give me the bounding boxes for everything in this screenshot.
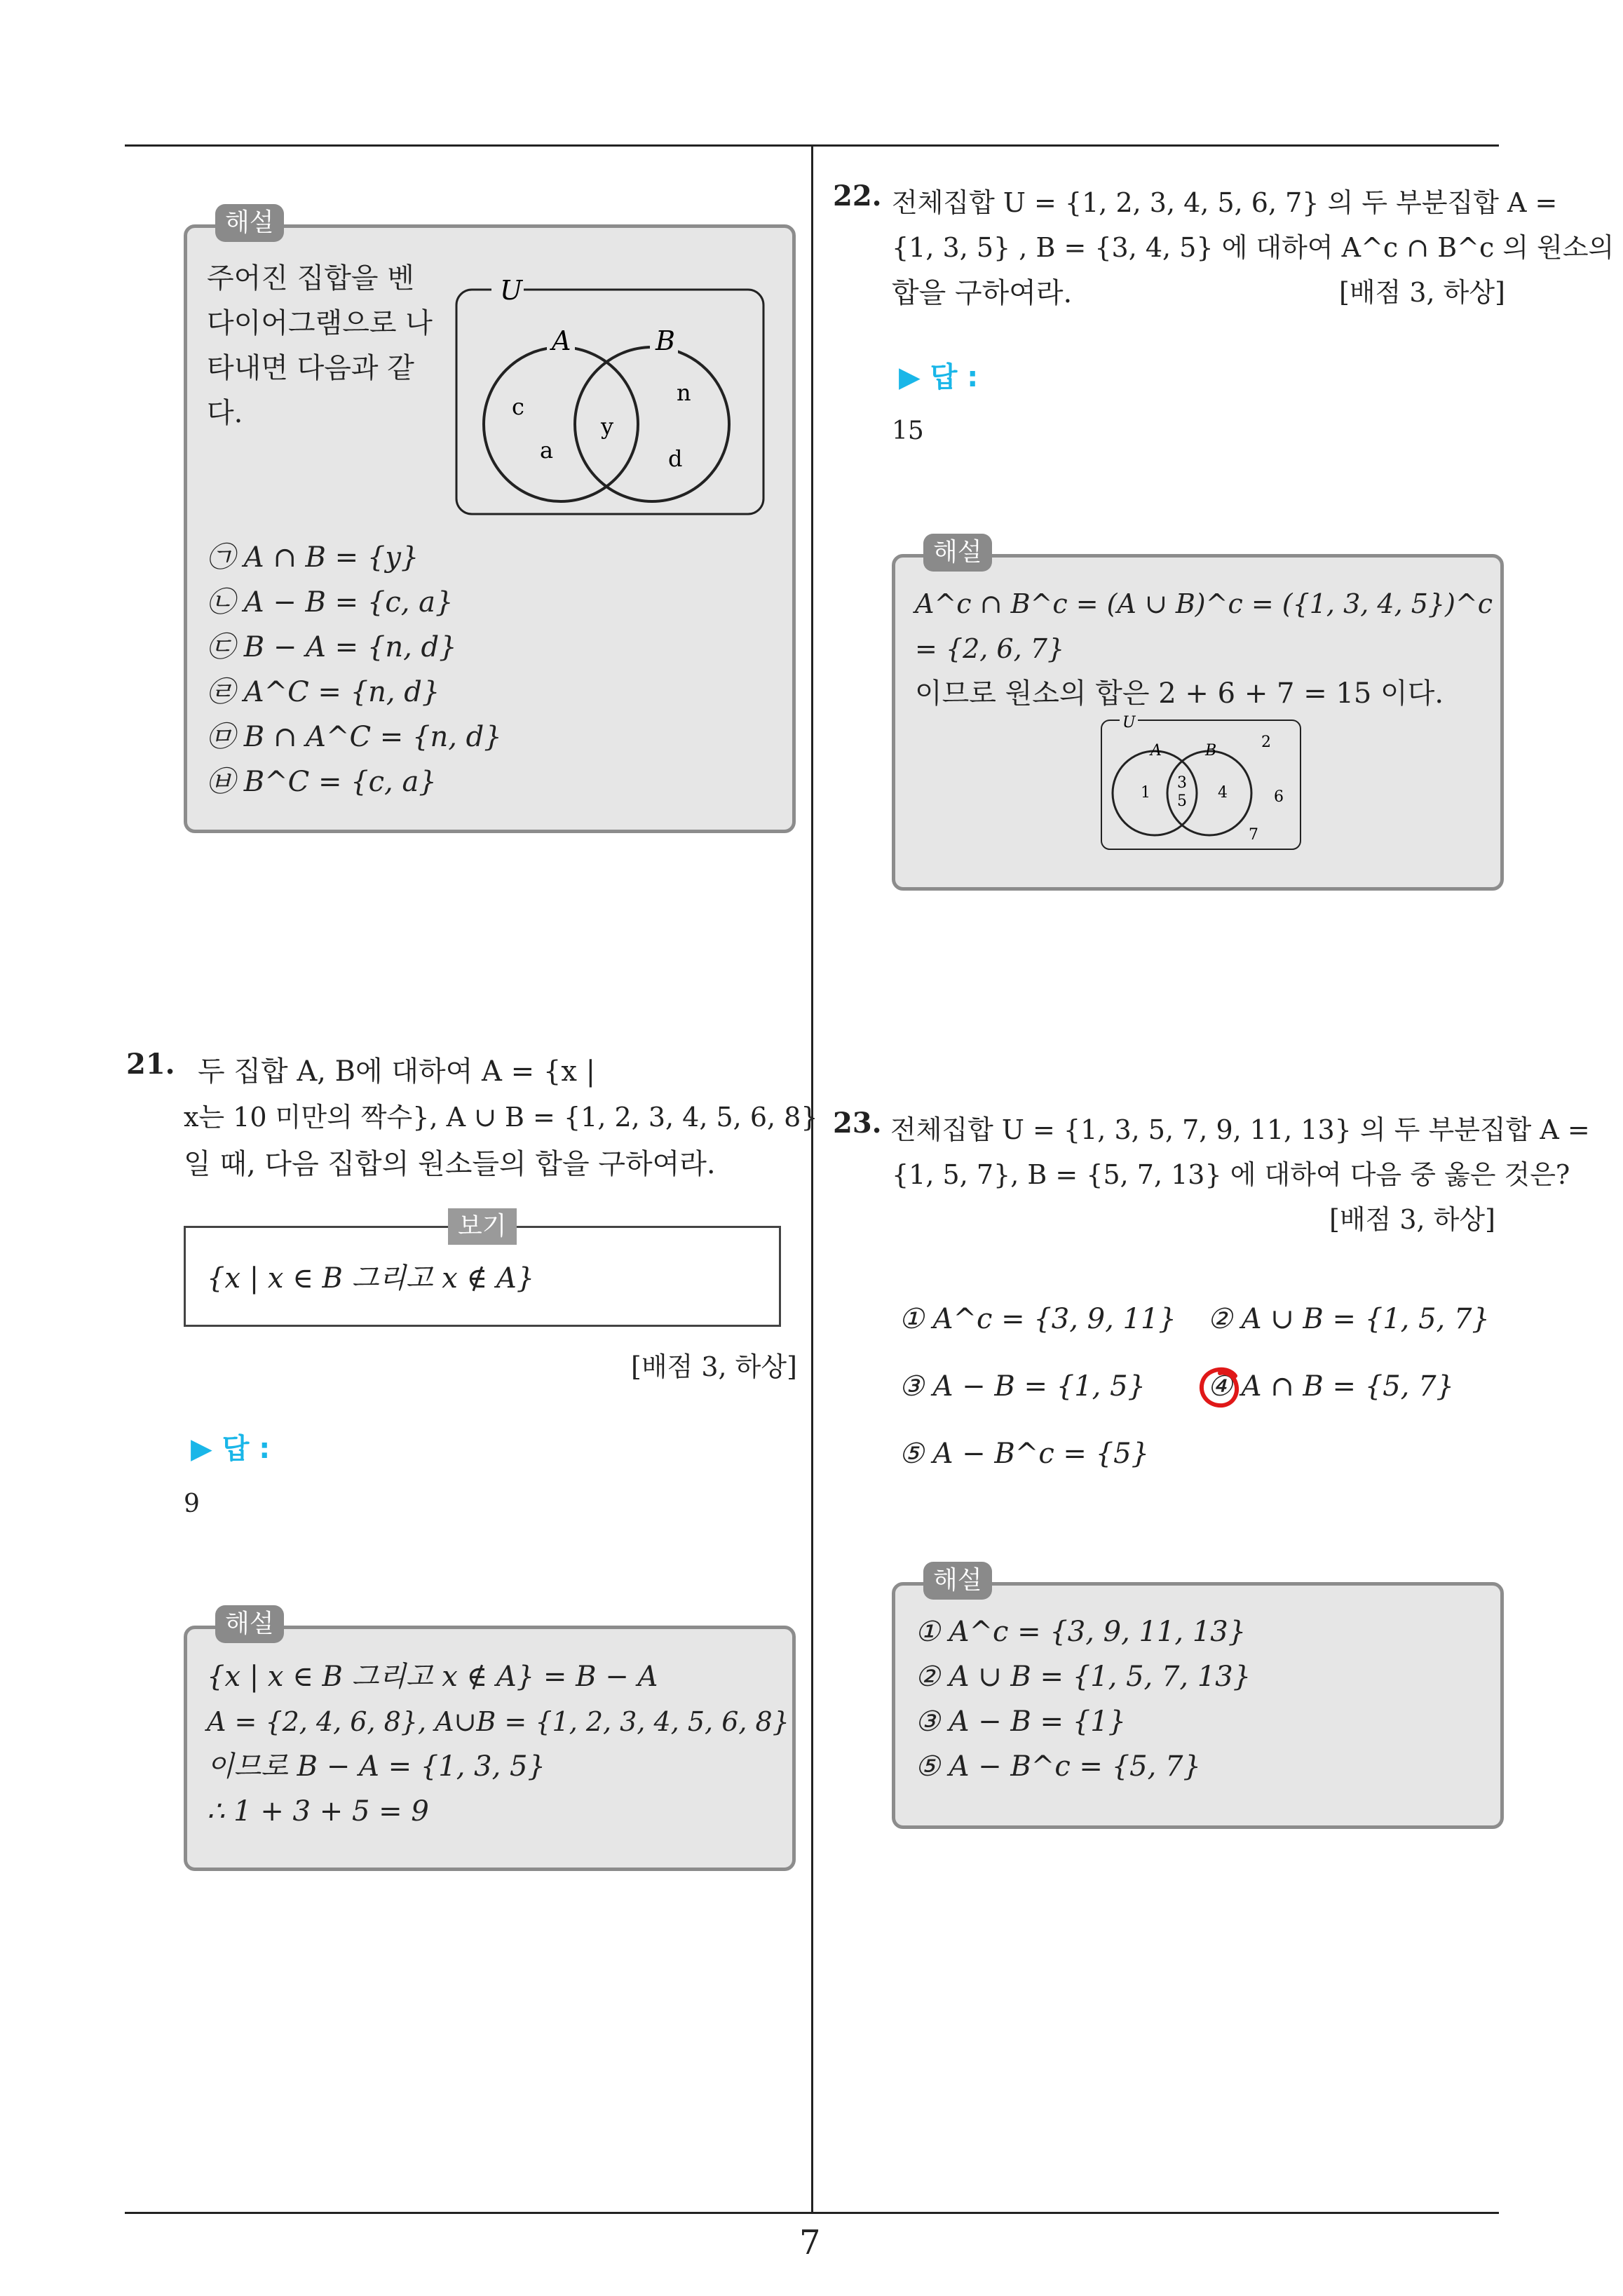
- explanation-box-20: [184, 208, 796, 833]
- question-22-line: 합을 구하여라.: [892, 277, 1073, 309]
- choice-5[interactable]: ⑤ A − B^c = {5}: [899, 1438, 1150, 1470]
- element-d: d: [668, 445, 683, 472]
- explanation-items: [207, 535, 502, 804]
- explanation-lines: [915, 581, 1500, 716]
- element-y: y: [601, 413, 614, 440]
- element-5: 5: [1177, 792, 1187, 810]
- explanation-line: A^c ∩ B^c = (A ∪ B)^c = ({1, 3, 4, 5})^c = {2, 6, 7}: [915, 588, 1493, 664]
- explanation-line: ⑤ A − B^c = {5, 7}: [915, 1750, 1201, 1783]
- example-box: [184, 1212, 781, 1327]
- answer-label: ▶ 답 :: [191, 1433, 271, 1465]
- answer-value: 9: [184, 1490, 200, 1518]
- element-c: c: [512, 393, 524, 420]
- explanation-tag: 해설: [215, 1605, 284, 1643]
- explanation-item: ㉠ A ∩ B = {y}: [207, 541, 419, 574]
- intro-line: 다이어그램으로 나: [207, 307, 433, 339]
- explanation-item: ㉤ B ∩ A^C = {n, d}: [207, 721, 502, 753]
- set-a-circle: [484, 347, 638, 501]
- question-21-line: 일 때, 다음 집합의 원소들의 합을 구하여라.: [184, 1148, 716, 1180]
- element-7: 7: [1249, 826, 1258, 844]
- example-text: {x | x ∈ B 그리고 x ∉ A}: [207, 1262, 535, 1295]
- page-number: 7: [799, 2223, 821, 2262]
- explanation-intro: [207, 256, 438, 435]
- venn-diagram-20: [452, 263, 768, 515]
- explanation-lines: [915, 1609, 1251, 1789]
- explanation-tag: 해설: [923, 1562, 992, 1600]
- explanation-line: ③ A − B = {1}: [915, 1706, 1127, 1738]
- set-a-label: A: [1150, 742, 1162, 759]
- explanation-line: 이므로 B − A = {1, 3, 5}: [207, 1750, 545, 1783]
- element-3: 3: [1177, 774, 1187, 792]
- element-n: n: [677, 379, 691, 406]
- element-1: 1: [1141, 784, 1150, 802]
- intro-line: 다.: [207, 397, 243, 429]
- venn-diagram-22: [1099, 712, 1309, 852]
- bottom-rule: [125, 2212, 1499, 2214]
- explanation-tag: 해설: [923, 534, 992, 572]
- element-2: 2: [1261, 734, 1271, 751]
- explanation-line: ① A^c = {3, 9, 11, 13}: [915, 1616, 1247, 1648]
- explanation-line: ∴ 1 + 3 + 5 = 9: [207, 1795, 429, 1828]
- explanation-line: A = {2, 4, 6, 8}, A∪B = {1, 2, 3, 4, 5, 6, 8}: [207, 1706, 789, 1737]
- choice-1[interactable]: ① A^c = {3, 9, 11}: [899, 1303, 1176, 1335]
- explanation-item: ㉥ B^C = {c, a}: [207, 766, 437, 798]
- universe-label: U: [500, 275, 523, 306]
- question-22-line: 전체집합 U = {1, 2, 3, 4, 5, 6, 7} 의 두 부분집합 A =: [892, 187, 1558, 218]
- element-6: 6: [1274, 788, 1284, 806]
- explanation-item: ㉣ A^C = {n, d}: [207, 676, 440, 708]
- element-a: a: [540, 437, 554, 464]
- score-label: [배점 3, 하상]: [1329, 1204, 1495, 1235]
- question-22-line: {1, 3, 5} , B = {3, 4, 5} 에 대하여 A^c ∩ B^c 의 원소의: [892, 232, 1615, 263]
- explanation-item: ㉢ B − A = {n, d}: [207, 631, 457, 663]
- score-label: [배점 3, 하상]: [1339, 277, 1505, 308]
- universe-label: U: [1122, 714, 1136, 731]
- question-number-23: 23.: [833, 1107, 882, 1140]
- question-21-line: x는 10 미만의 짝수}, A ∪ B = {1, 2, 3, 4, 5, 6, 8}: [184, 1102, 818, 1133]
- explanation-item: ㉡ A − B = {c, a}: [207, 586, 454, 619]
- explanation-line: ② A ∪ B = {1, 5, 7, 13}: [915, 1661, 1251, 1693]
- answer-label: ▶ 답 :: [899, 361, 979, 393]
- question-23-line: {1, 5, 7}, B = {5, 7, 13} 에 대하여 다음 중 옳은 것은?: [892, 1159, 1570, 1190]
- set-a-label: A: [552, 325, 571, 356]
- explanation-box-21: [184, 1609, 796, 1871]
- question-number-22: 22.: [833, 180, 882, 212]
- answer-value: 15: [892, 417, 924, 445]
- intro-line: 타내면 다음과 같: [207, 352, 414, 384]
- question-number-21: 21.: [126, 1048, 175, 1081]
- choice-3[interactable]: ③ A − B = {1, 5}: [899, 1370, 1146, 1403]
- explanation-line: 이므로 원소의 합은 2 + 6 + 7 = 15 이다.: [915, 677, 1444, 710]
- column-divider: [811, 144, 813, 2213]
- choice-4[interactable]: ④ A ∩ B = {5, 7}: [1207, 1370, 1454, 1403]
- example-tag: 보기: [448, 1208, 517, 1245]
- explanation-box-23: [892, 1566, 1504, 1829]
- set-b-label: B: [656, 325, 675, 356]
- explanation-lines: [207, 1654, 789, 1834]
- question-23-line: 전체집합 U = {1, 3, 5, 7, 9, 11, 13} 의 두 부분집합 A =: [890, 1114, 1590, 1145]
- element-4: 4: [1218, 784, 1228, 802]
- set-b-label: B: [1205, 742, 1217, 759]
- explanation-tag: 해설: [215, 204, 284, 242]
- set-b-circle: [575, 347, 729, 501]
- question-21-line: 두 집합 A, B에 대하여 A = {x |: [198, 1055, 596, 1088]
- score-label: [배점 3, 하상]: [631, 1351, 797, 1382]
- choice-2[interactable]: ② A ∪ B = {1, 5, 7}: [1207, 1303, 1490, 1335]
- explanation-line: {x | x ∈ B 그리고 x ∉ A} = B − A: [207, 1661, 658, 1693]
- answer-mark-circle: [1193, 1360, 1249, 1417]
- explanation-box-22: [892, 538, 1504, 891]
- intro-line: 주어진 집합을 벤: [207, 262, 414, 295]
